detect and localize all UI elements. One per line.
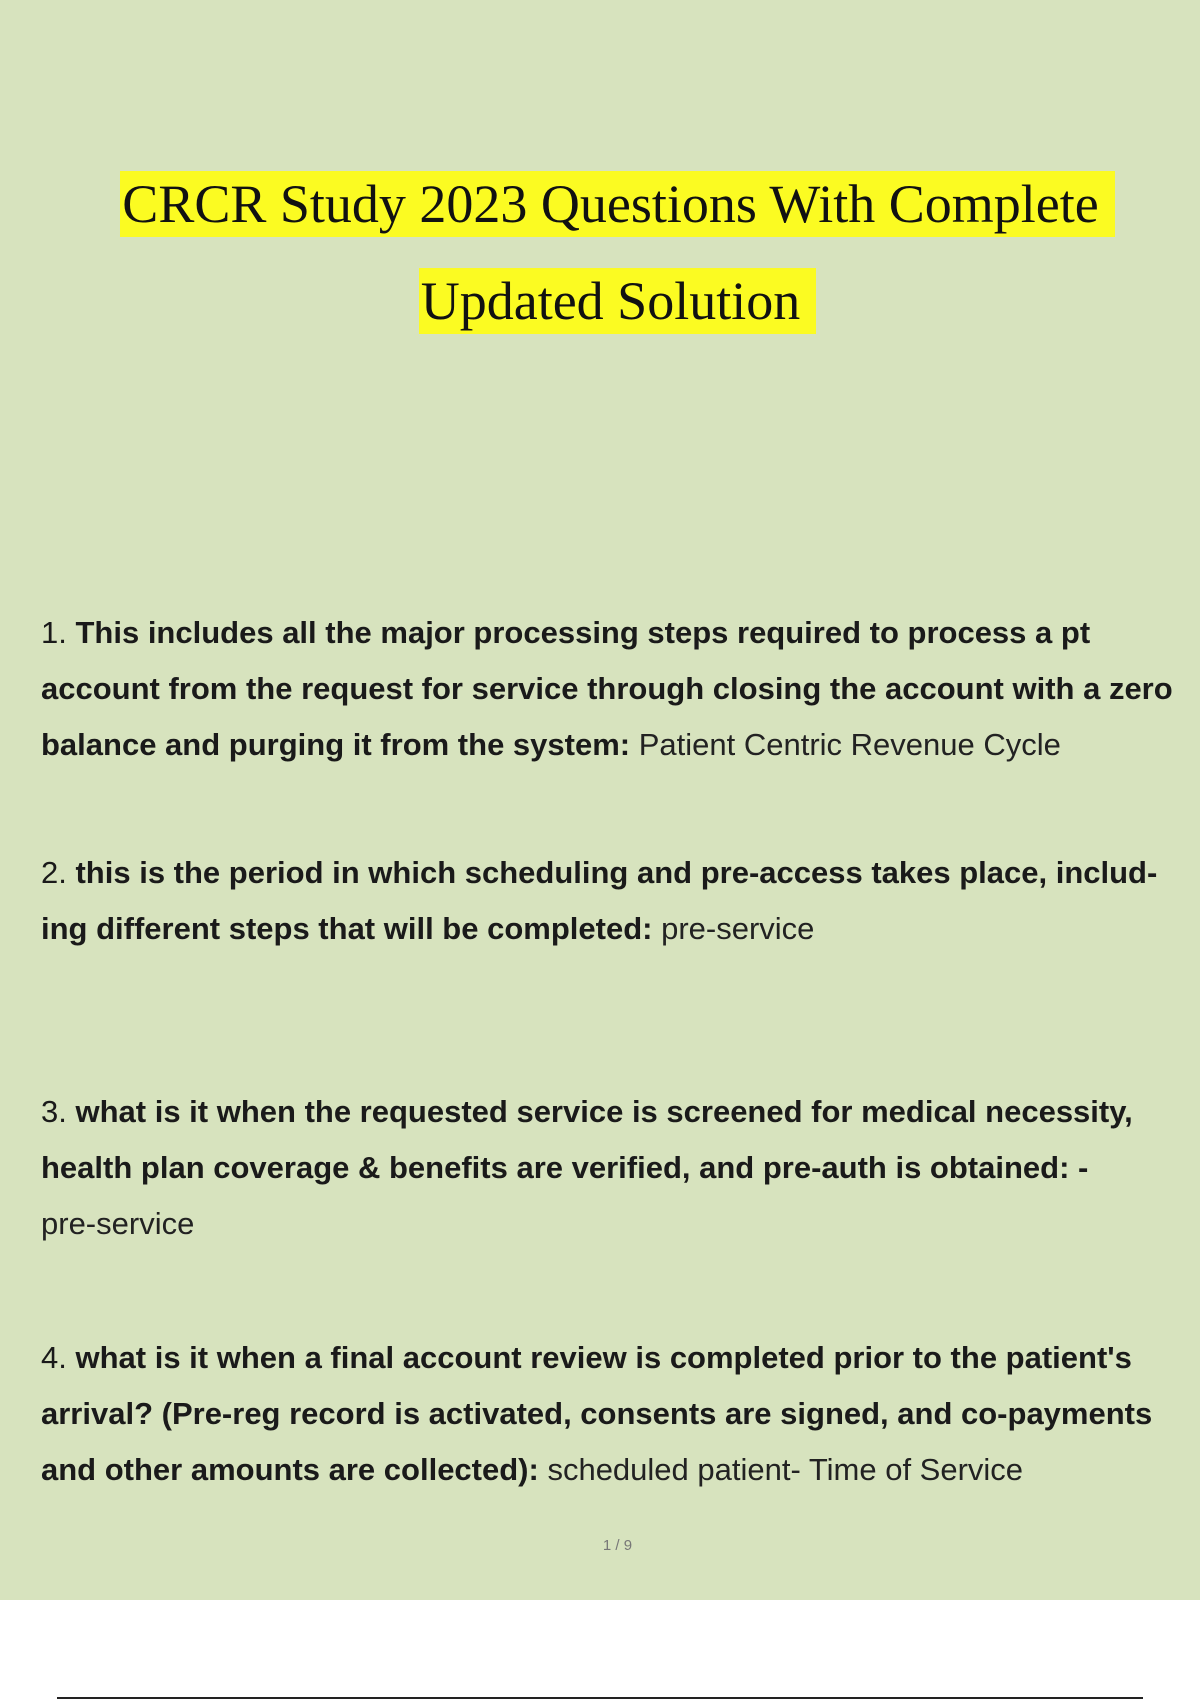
title-line-1: CRCR Study 2023 Questions With Complete [120, 171, 1114, 237]
question-text: this is the period in which scheduling and pre-access takes place, includ-ing different steps that will be completed: [41, 855, 1158, 946]
title-line-2: Updated Solution [419, 268, 816, 334]
question-number: 3. [41, 1094, 67, 1129]
question-text: what is it when the requested service is screened for medical necessity, health plan coverage & benefits are verified, and pre-auth is obtained: - [41, 1094, 1133, 1185]
answer-text: pre-service [661, 911, 815, 946]
question-number: 4. [41, 1340, 67, 1375]
document-title [0, 156, 1200, 350]
question-item-3 [41, 1084, 1200, 1252]
question-item-4 [41, 1330, 1200, 1498]
answer-text: scheduled patient- Time of Service [547, 1452, 1024, 1487]
question-number: 2. [41, 855, 67, 890]
answer-text: pre-service [41, 1206, 195, 1241]
footer-divider [57, 1697, 1143, 1699]
question-item-1 [41, 605, 1200, 773]
question-text: This includes all the major processing steps required to process a pt account from the request for service through closing the account with a zero balance and purging it from the system: [41, 615, 1173, 762]
question-text: what is it when a final account review is completed prior to the patient's arrival? (Pre-reg record is activated, consents are signed, and co-payments and other amounts are collected): [41, 1340, 1153, 1487]
question-item-2 [41, 845, 1200, 957]
question-number: 1. [41, 615, 67, 650]
answer-text: Patient Centric Revenue Cycle [638, 727, 1061, 762]
page-number: 1 / 9 [602, 1537, 633, 1554]
